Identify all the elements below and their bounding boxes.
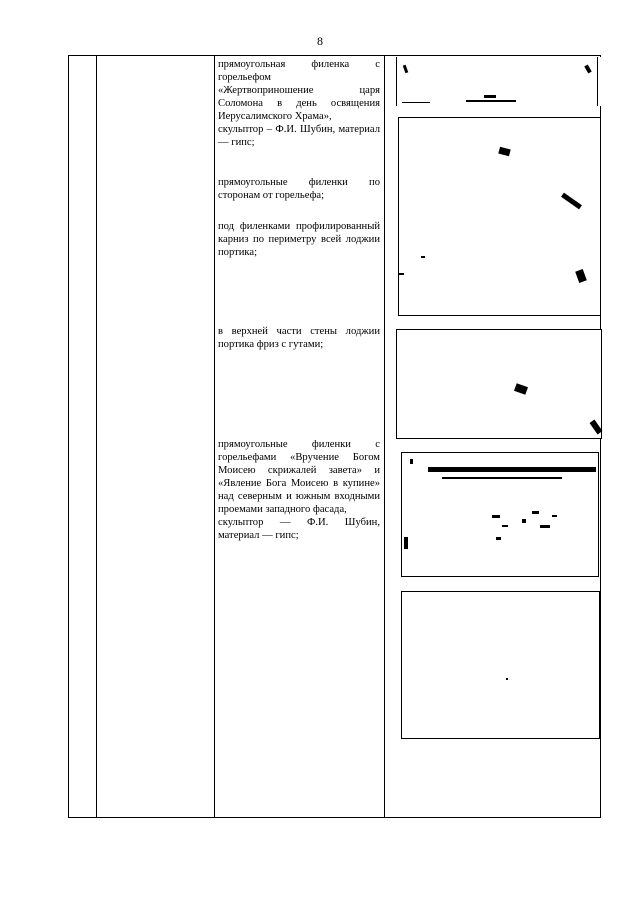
photo-relief-moses-north <box>401 452 599 577</box>
photo-relief-top <box>396 57 601 106</box>
description-relief-solomon: прямоугольная филенка с горельефом «Жертвоприношение царя Соломона в день освящения Иерусалимского Храма», скульптор – Ф.И. Шубин, материал — гипс; <box>218 59 380 148</box>
column-divider-3 <box>384 56 385 817</box>
column-divider-2 <box>214 56 215 817</box>
description-cornice: под филенками профилированный карниз по периметру всей лоджии портика; <box>218 221 380 258</box>
description-frieze: в верхней части стены лоджии портика фриз с гутами; <box>218 326 380 350</box>
description-reliefs-moses: прямоугольные филенки с горельефами «Вручение Богом Моисею скрижалей завета» и «Явление Бога Моисею в купине» над северным и южным входными проемами западного фасада, скульптор — Ф.И. Шубин, материал — гипс; <box>218 439 380 541</box>
photo-side-panels <box>398 117 601 316</box>
description-side-panels: прямоугольные филенки по сторонам от горельефа; <box>218 177 380 201</box>
column-divider-1 <box>96 56 97 817</box>
photo-relief-moses-south <box>401 591 600 739</box>
photo-frieze <box>396 329 602 439</box>
page-number: 8 <box>317 34 323 48</box>
